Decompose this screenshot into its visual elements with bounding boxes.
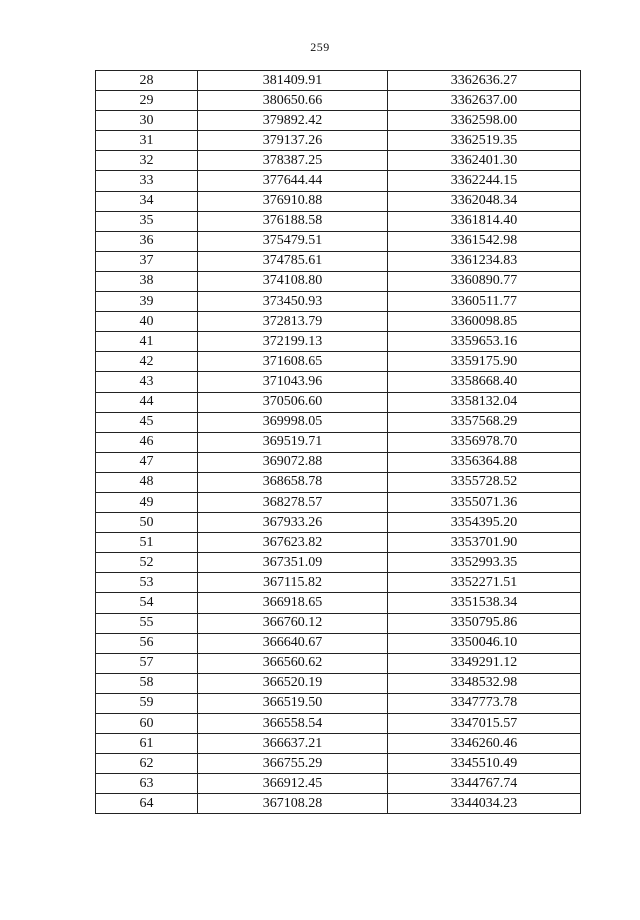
point-number-cell: 61 [96,734,198,754]
table-row [96,171,581,191]
y-coordinate-cell: 3349291.12 [388,653,581,673]
point-number-cell: 49 [96,492,198,512]
table-row [96,794,581,814]
table-row [96,573,581,593]
point-number-cell: 43 [96,372,198,392]
point-number-cell: 31 [96,131,198,151]
point-number-cell: 38 [96,271,198,291]
x-coordinate-cell: 381409.91 [198,71,388,91]
y-coordinate-cell: 3356978.70 [388,432,581,452]
x-coordinate-cell: 369519.71 [198,432,388,452]
x-coordinate-cell: 366560.62 [198,653,388,673]
point-number-cell: 33 [96,171,198,191]
y-coordinate-cell: 3352271.51 [388,573,581,593]
x-coordinate-cell: 367933.26 [198,513,388,533]
y-coordinate-cell: 3362244.15 [388,171,581,191]
y-coordinate-cell: 3362519.35 [388,131,581,151]
table-row [96,372,581,392]
y-coordinate-cell: 3359653.16 [388,332,581,352]
point-number-cell: 47 [96,452,198,472]
x-coordinate-cell: 369998.05 [198,412,388,432]
y-coordinate-cell: 3350795.86 [388,613,581,633]
y-coordinate-cell: 3361234.83 [388,251,581,271]
x-coordinate-cell: 366558.54 [198,714,388,734]
table-row [96,292,581,312]
point-number-cell: 63 [96,774,198,794]
y-coordinate-cell: 3355071.36 [388,492,581,512]
table-row [96,513,581,533]
point-number-cell: 59 [96,693,198,713]
point-number-cell: 35 [96,211,198,231]
y-coordinate-cell: 3348532.98 [388,673,581,693]
x-coordinate-cell: 373450.93 [198,292,388,312]
y-coordinate-cell: 3362598.00 [388,111,581,131]
point-number-cell: 57 [96,653,198,673]
table-row [96,452,581,472]
point-number-cell: 62 [96,754,198,774]
x-coordinate-cell: 366519.50 [198,693,388,713]
x-coordinate-cell: 376910.88 [198,191,388,211]
table-row [96,191,581,211]
coordinate-table [95,70,581,814]
point-number-cell: 53 [96,573,198,593]
y-coordinate-cell: 3362636.27 [388,71,581,91]
x-coordinate-cell: 366520.19 [198,673,388,693]
table-row [96,673,581,693]
x-coordinate-cell: 380650.66 [198,91,388,111]
y-coordinate-cell: 3346260.46 [388,734,581,754]
table-row [96,774,581,794]
x-coordinate-cell: 370506.60 [198,392,388,412]
table-row [96,91,581,111]
point-number-cell: 55 [96,613,198,633]
table-row [96,734,581,754]
table-row [96,593,581,613]
table-row [96,693,581,713]
y-coordinate-cell: 3353701.90 [388,533,581,553]
point-number-cell: 34 [96,191,198,211]
x-coordinate-cell: 371608.65 [198,352,388,372]
point-number-cell: 39 [96,292,198,312]
table-row [96,312,581,332]
y-coordinate-cell: 3352993.35 [388,553,581,573]
table-row [96,754,581,774]
point-number-cell: 51 [96,533,198,553]
point-number-cell: 40 [96,312,198,332]
x-coordinate-cell: 374785.61 [198,251,388,271]
y-coordinate-cell: 3354395.20 [388,513,581,533]
y-coordinate-cell: 3361814.40 [388,211,581,231]
x-coordinate-cell: 371043.96 [198,372,388,392]
x-coordinate-cell: 368278.57 [198,492,388,512]
table-row [96,251,581,271]
x-coordinate-cell: 369072.88 [198,452,388,472]
y-coordinate-cell: 3362048.34 [388,191,581,211]
y-coordinate-cell: 3358668.40 [388,372,581,392]
point-number-cell: 44 [96,392,198,412]
y-coordinate-cell: 3362637.00 [388,91,581,111]
table-row [96,472,581,492]
table-row [96,231,581,251]
x-coordinate-cell: 366755.29 [198,754,388,774]
point-number-cell: 42 [96,352,198,372]
point-number-cell: 36 [96,231,198,251]
point-number-cell: 52 [96,553,198,573]
point-number-cell: 50 [96,513,198,533]
x-coordinate-cell: 379892.42 [198,111,388,131]
table-row [96,271,581,291]
y-coordinate-cell: 3347773.78 [388,693,581,713]
y-coordinate-cell: 3358132.04 [388,392,581,412]
table-row [96,332,581,352]
table-row [96,412,581,432]
y-coordinate-cell: 3361542.98 [388,231,581,251]
point-number-cell: 56 [96,633,198,653]
y-coordinate-cell: 3360098.85 [388,312,581,332]
table-row [96,211,581,231]
x-coordinate-cell: 372199.13 [198,332,388,352]
point-number-cell: 64 [96,794,198,814]
y-coordinate-cell: 3347015.57 [388,714,581,734]
point-number-cell: 29 [96,91,198,111]
x-coordinate-cell: 368658.78 [198,472,388,492]
y-coordinate-cell: 3360890.77 [388,271,581,291]
point-number-cell: 60 [96,714,198,734]
table-row [96,714,581,734]
x-coordinate-cell: 366760.12 [198,613,388,633]
x-coordinate-cell: 372813.79 [198,312,388,332]
table-row [96,533,581,553]
coordinate-table-body [96,71,581,814]
point-number-cell: 30 [96,111,198,131]
x-coordinate-cell: 375479.51 [198,231,388,251]
x-coordinate-cell: 366637.21 [198,734,388,754]
table-row [96,111,581,131]
y-coordinate-cell: 3356364.88 [388,452,581,472]
table-row [96,131,581,151]
table-row [96,432,581,452]
y-coordinate-cell: 3360511.77 [388,292,581,312]
y-coordinate-cell: 3359175.90 [388,352,581,372]
x-coordinate-cell: 367108.28 [198,794,388,814]
y-coordinate-cell: 3344767.74 [388,774,581,794]
x-coordinate-cell: 374108.80 [198,271,388,291]
table-row [96,392,581,412]
table-row [96,352,581,372]
table-row [96,633,581,653]
y-coordinate-cell: 3350046.10 [388,633,581,653]
y-coordinate-cell: 3344034.23 [388,794,581,814]
y-coordinate-cell: 3345510.49 [388,754,581,774]
table-row [96,653,581,673]
table-row [96,492,581,512]
table-row [96,151,581,171]
point-number-cell: 54 [96,593,198,613]
y-coordinate-cell: 3357568.29 [388,412,581,432]
point-number-cell: 32 [96,151,198,171]
x-coordinate-cell: 377644.44 [198,171,388,191]
point-number-cell: 58 [96,673,198,693]
y-coordinate-cell: 3355728.52 [388,472,581,492]
x-coordinate-cell: 366918.65 [198,593,388,613]
table-row [96,71,581,91]
y-coordinate-cell: 3351538.34 [388,593,581,613]
point-number-cell: 46 [96,432,198,452]
point-number-cell: 41 [96,332,198,352]
x-coordinate-cell: 367623.82 [198,533,388,553]
point-number-cell: 48 [96,472,198,492]
page-number: 259 [310,40,330,54]
point-number-cell: 37 [96,251,198,271]
point-number-cell: 45 [96,412,198,432]
table-row [96,613,581,633]
x-coordinate-cell: 378387.25 [198,151,388,171]
x-coordinate-cell: 366640.67 [198,633,388,653]
y-coordinate-cell: 3362401.30 [388,151,581,171]
x-coordinate-cell: 379137.26 [198,131,388,151]
x-coordinate-cell: 376188.58 [198,211,388,231]
x-coordinate-cell: 367115.82 [198,573,388,593]
point-number-cell: 28 [96,71,198,91]
x-coordinate-cell: 366912.45 [198,774,388,794]
x-coordinate-cell: 367351.09 [198,553,388,573]
table-row [96,553,581,573]
